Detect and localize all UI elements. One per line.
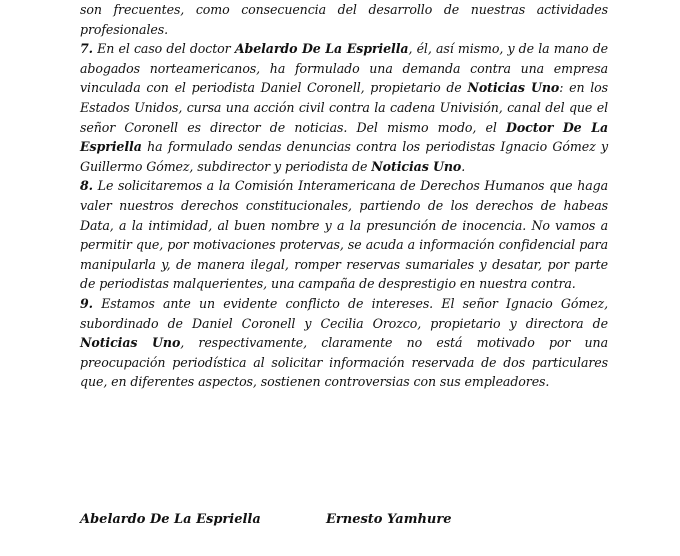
paragraph-7-text-e: . [461,158,466,174]
paragraph-7-text-b: , él, así mismo, y de la mano de abogados norteamericanos, ha formulado una demanda contra una empresa vinculada con el periodista Daniel Coronell, propietario de [80,41,609,96]
signature-1: Abelardo De La Espriella [80,512,261,527]
intro-fragment: son frecuentes, como consecuencia del desarrollo de nuestras actividades profesionales. [80,2,608,37]
paragraph-9-text-b: , respectivamente, claramente no está motivado por una preocupación periodística al solicitar información reservada de dos particulares que, en diferentes aspectos, sostienen controversias con sus empleadores. [80,335,608,390]
document-body [80,0,608,392]
signature-2: Ernesto Yamhure [326,512,452,527]
paragraph-7-text-c: : en los Estados Unidos, cursa una acción civil contra la cadena Univisión, canal del que el señor Coronell es director de noticias. Del mismo modo, el [80,80,608,135]
paragraph-7 [80,39,608,176]
paragraph-9-number: 9. [80,295,93,311]
paragraph-8-number: 8. [80,178,93,194]
paragraph-7-text-d: ha formulado sendas denuncias contra los periodistas Ignacio Gómez y Guillermo Gómez, subdirector y periodista de [80,139,608,174]
paragraph-9-text-a: Estamos ante un evidente conflicto de intereses. El señor Ignacio Gómez, subordinado de Daniel Coronell y Cecilia Orozco, propietario y directora de [80,295,608,331]
paragraph-8-text: Le solicitaremos a la Comisión Interamericana de Derechos Humanos que haga valer nuestros derechos constitucionales, partiendo de los derechos de habeas Data, a la intimidad, al buen nombre y a la presunción de inocencia. No vamos a permitir que, por motivaciones protervas, se acuda a información confidencial para manipularla y, de manera ilegal, romper reservas sumariales y desatar, por parte de periodistas malquerientes, una campaña de desprestigio en nuestra contra. [80,178,608,292]
paragraph-8 [80,176,608,294]
paragraph-7-title: Doctor De La Espriella [80,119,609,155]
paragraph-9 [80,294,608,392]
paragraph-9-outlet: Noticias Uno [80,335,181,351]
paragraph-7-text-a: En el caso del doctor [92,41,235,57]
paragraph-7-outlet-2: Noticias Uno [371,158,462,174]
paragraph-7-outlet-1: Noticias Uno [467,80,560,96]
paragraph-7-number: 7. [80,41,93,57]
paragraph-7-name: Abelardo De La Espriella [234,41,409,57]
